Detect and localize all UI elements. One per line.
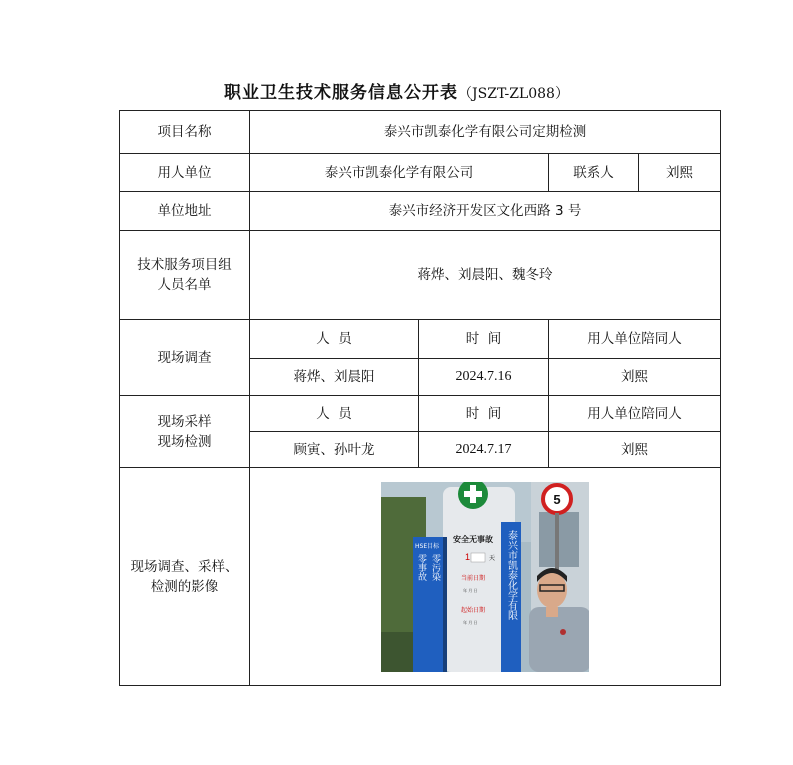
survey-personnel: 蒋烨、刘晨阳 — [250, 359, 419, 396]
images-label — [120, 468, 250, 686]
company-vertical-text: 泰兴市凯泰化学有限 — [505, 529, 517, 620]
sampling-label-line1: 现场采样 — [157, 413, 212, 430]
site-photo-drawing — [381, 482, 589, 672]
sampling-date: 2024.7.17 — [419, 432, 549, 468]
document-title — [0, 78, 793, 103]
hse-sign-title: HSE目标 — [415, 542, 440, 550]
survey-companion: 刘熙 — [549, 359, 721, 396]
survey-label: 现场调查 — [120, 320, 250, 396]
hse-col-1: 零事故 — [416, 553, 426, 581]
sampling-col-personnel: 人 员 — [250, 396, 419, 432]
sampling-companion: 刘熙 — [549, 432, 721, 468]
document-title-text: 职业卫生技术服务信息公开表 — [224, 83, 459, 103]
survey-col-companion: 用人单位陪同人 — [549, 320, 721, 359]
team-label — [120, 231, 250, 320]
images-cell — [250, 468, 721, 686]
contact-value: 刘熙 — [639, 154, 721, 192]
row-survey-header — [120, 320, 721, 359]
survey-date: 2024.7.16 — [419, 359, 549, 396]
info-table — [119, 110, 721, 686]
row-address — [120, 192, 721, 231]
contact-label: 联系人 — [549, 154, 639, 192]
hse-col-2: 零污染 — [430, 553, 440, 581]
board-date-fields-2: 年 月 日 — [463, 619, 478, 625]
svg-text:1: 1 — [465, 551, 471, 562]
sampling-personnel: 顾寅、孙叶龙 — [250, 432, 419, 468]
document-code: （JSZT-ZL088） — [458, 86, 569, 102]
survey-col-personnel: 人 员 — [250, 320, 419, 359]
row-images — [120, 468, 721, 686]
project-name-value: 泰兴市凯泰化学有限公司定期检测 — [250, 111, 721, 154]
employer-value: 泰兴市凯泰化学有限公司 — [250, 154, 549, 192]
address-value: 泰兴市经济开发区文化西路 3 号 — [250, 192, 721, 231]
team-label-line1: 技术服务项目组 — [137, 257, 232, 273]
employer-label: 用人单位 — [120, 154, 250, 192]
board-title: 安全无事故 — [453, 534, 493, 544]
row-employer — [120, 154, 721, 192]
project-name-label: 项目名称 — [120, 111, 250, 154]
row-sampling-header — [120, 396, 721, 432]
row-team — [120, 231, 721, 320]
board-date-fields-1: 年 月 日 — [463, 587, 478, 593]
row-project-name — [120, 111, 721, 154]
images-label-line1: 现场调查、采样、 — [130, 558, 239, 575]
board-days-unit: 天 — [489, 554, 496, 562]
sampling-col-time: 时 间 — [419, 396, 549, 432]
survey-col-time: 时 间 — [419, 320, 549, 359]
sampling-label-line2: 现场检测 — [157, 433, 212, 450]
board-date-label-1: 当前日期 — [461, 574, 486, 582]
board-date-label-2: 起始日期 — [461, 606, 486, 614]
sampling-col-companion: 用人单位陪同人 — [549, 396, 721, 432]
speed-sign-number: 5 — [553, 491, 561, 507]
images-label-line2: 检测的影像 — [150, 578, 219, 595]
site-photo — [381, 482, 589, 672]
sampling-label — [120, 396, 250, 468]
team-value: 蒋烨、刘晨阳、魏冬玲 — [250, 231, 721, 320]
team-label-line2: 人员名单 — [157, 277, 212, 293]
address-label: 单位地址 — [120, 192, 250, 231]
